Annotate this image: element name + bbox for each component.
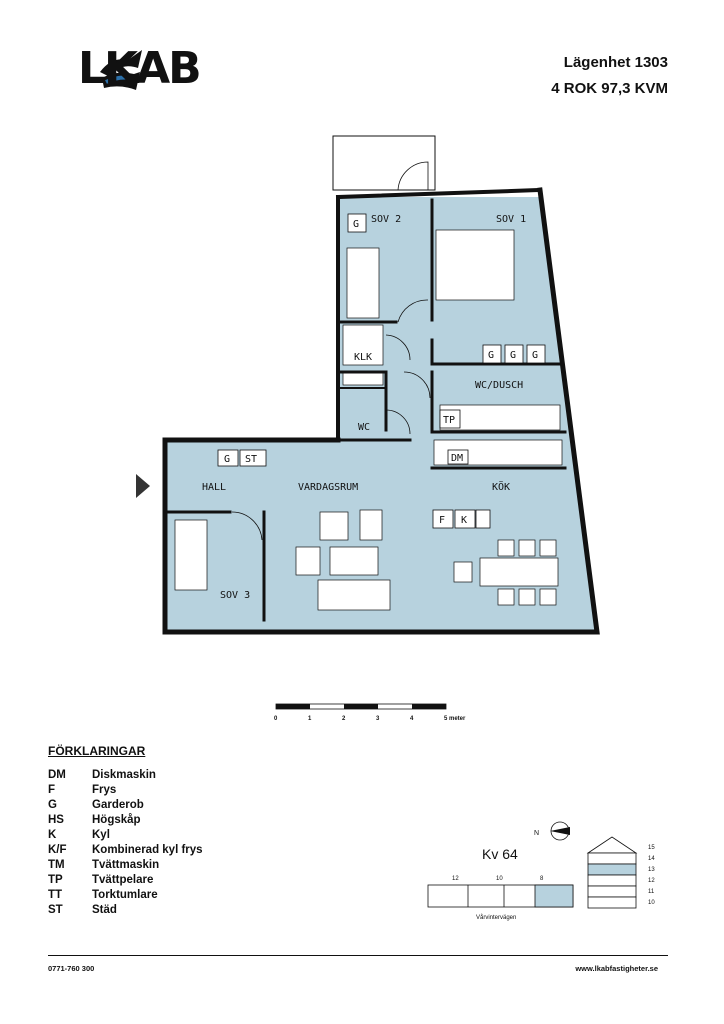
room-label-wc-dusch: WC/DUSCH [475, 380, 524, 391]
footer-website: www.lkabfastigheter.se [575, 964, 658, 973]
compass-north: N [534, 830, 540, 837]
room-label-wc: WC [358, 422, 371, 433]
entrance-number: 10 [496, 876, 503, 882]
legend [48, 768, 203, 918]
floor-number: 11 [648, 889, 655, 895]
legend-text: Kombinerad kyl frys [92, 844, 203, 856]
floor-number: 14 [648, 856, 655, 862]
room-label-kok: KÖK [492, 482, 511, 493]
footer-phone: 0771-760 300 [48, 964, 95, 973]
room-label-sov3: SOV 3 [220, 590, 251, 601]
legend-text: Tvättpelare [92, 874, 154, 886]
room-label-hall: HALL [202, 482, 227, 493]
fixture-g: G [488, 350, 495, 361]
legend-code: F [48, 784, 56, 796]
legend-code: DM [48, 769, 66, 781]
scale-tick: 0 [274, 716, 278, 722]
legend-text: Frys [92, 784, 117, 796]
scale-tick: 2 [342, 716, 346, 722]
scale-tick: 1 [308, 716, 312, 722]
legend-row [48, 843, 203, 858]
scale-bar [270, 700, 480, 726]
legend-row [48, 903, 203, 918]
legend-code: ST [48, 904, 63, 916]
scale-tick: 3 [376, 716, 380, 722]
legend-code: HS [48, 814, 64, 826]
apartment-size: 4 ROK 97,3 KVM [551, 80, 668, 97]
legend-row [48, 828, 203, 843]
legend-text: Städ [92, 904, 117, 916]
entrance-arrow-icon [136, 474, 150, 498]
room-label-sov1: SOV 1 [496, 214, 527, 225]
floor-number: 15 [648, 845, 655, 851]
legend-text: Tvättmaskin [92, 859, 160, 871]
legend-text: Garderob [92, 799, 144, 811]
legend-row [48, 888, 203, 903]
legend-title: FÖRKLARINGAR [48, 744, 146, 758]
site-key [420, 815, 670, 925]
fixture-g: G [224, 454, 231, 465]
footer-divider [48, 955, 668, 956]
street-name: Vårvintervägen [476, 915, 517, 921]
fixture-g: G [532, 350, 539, 361]
room-label-sov2: SOV 2 [371, 214, 402, 225]
legend-text: Diskmaskin [92, 769, 156, 781]
room-label-klk: KLK [354, 352, 373, 363]
fixture-g: G [510, 350, 517, 361]
legend-row [48, 783, 203, 798]
scale-tick: 5 meter [444, 716, 466, 722]
legend-row [48, 813, 203, 828]
compass-icon [534, 822, 570, 840]
fixture-g: G [353, 219, 360, 230]
room-label-vardagsrum: VARDAGSRUM [298, 482, 359, 493]
building-outline [428, 885, 573, 907]
fixture-f: F [439, 515, 446, 526]
floor-stack [588, 837, 636, 908]
block-label: Kv 64 [482, 846, 518, 862]
fixture-tp: TP [443, 415, 456, 426]
legend-code: TP [48, 874, 63, 886]
floor-number: 13 [648, 867, 655, 873]
logo-wordmark: LKAB [78, 43, 200, 94]
legend-code: K [48, 829, 57, 841]
legend-row [48, 768, 203, 783]
legend-text: Högskåp [92, 814, 141, 826]
legend-code: TT [48, 889, 63, 901]
entrance-number: 12 [452, 876, 459, 882]
legend-row [48, 798, 203, 813]
fixture-dm: DM [451, 453, 464, 464]
legend-row [48, 873, 203, 888]
legend-text: Kyl [92, 829, 110, 841]
scale-tick: 4 [410, 716, 414, 722]
legend-code: K/F [48, 844, 67, 856]
apartment-title: Lägenhet 1303 [563, 54, 668, 71]
floor-number: 10 [648, 900, 655, 906]
entrance-number: 8 [540, 876, 544, 882]
legend-code: G [48, 799, 57, 811]
floor-number: 12 [648, 878, 655, 884]
fixture-st: ST [245, 454, 258, 465]
legend-text: Torktumlare [92, 889, 158, 901]
legend-row [48, 858, 203, 873]
legend-code: TM [48, 859, 65, 871]
fixture-k: K [461, 515, 468, 526]
